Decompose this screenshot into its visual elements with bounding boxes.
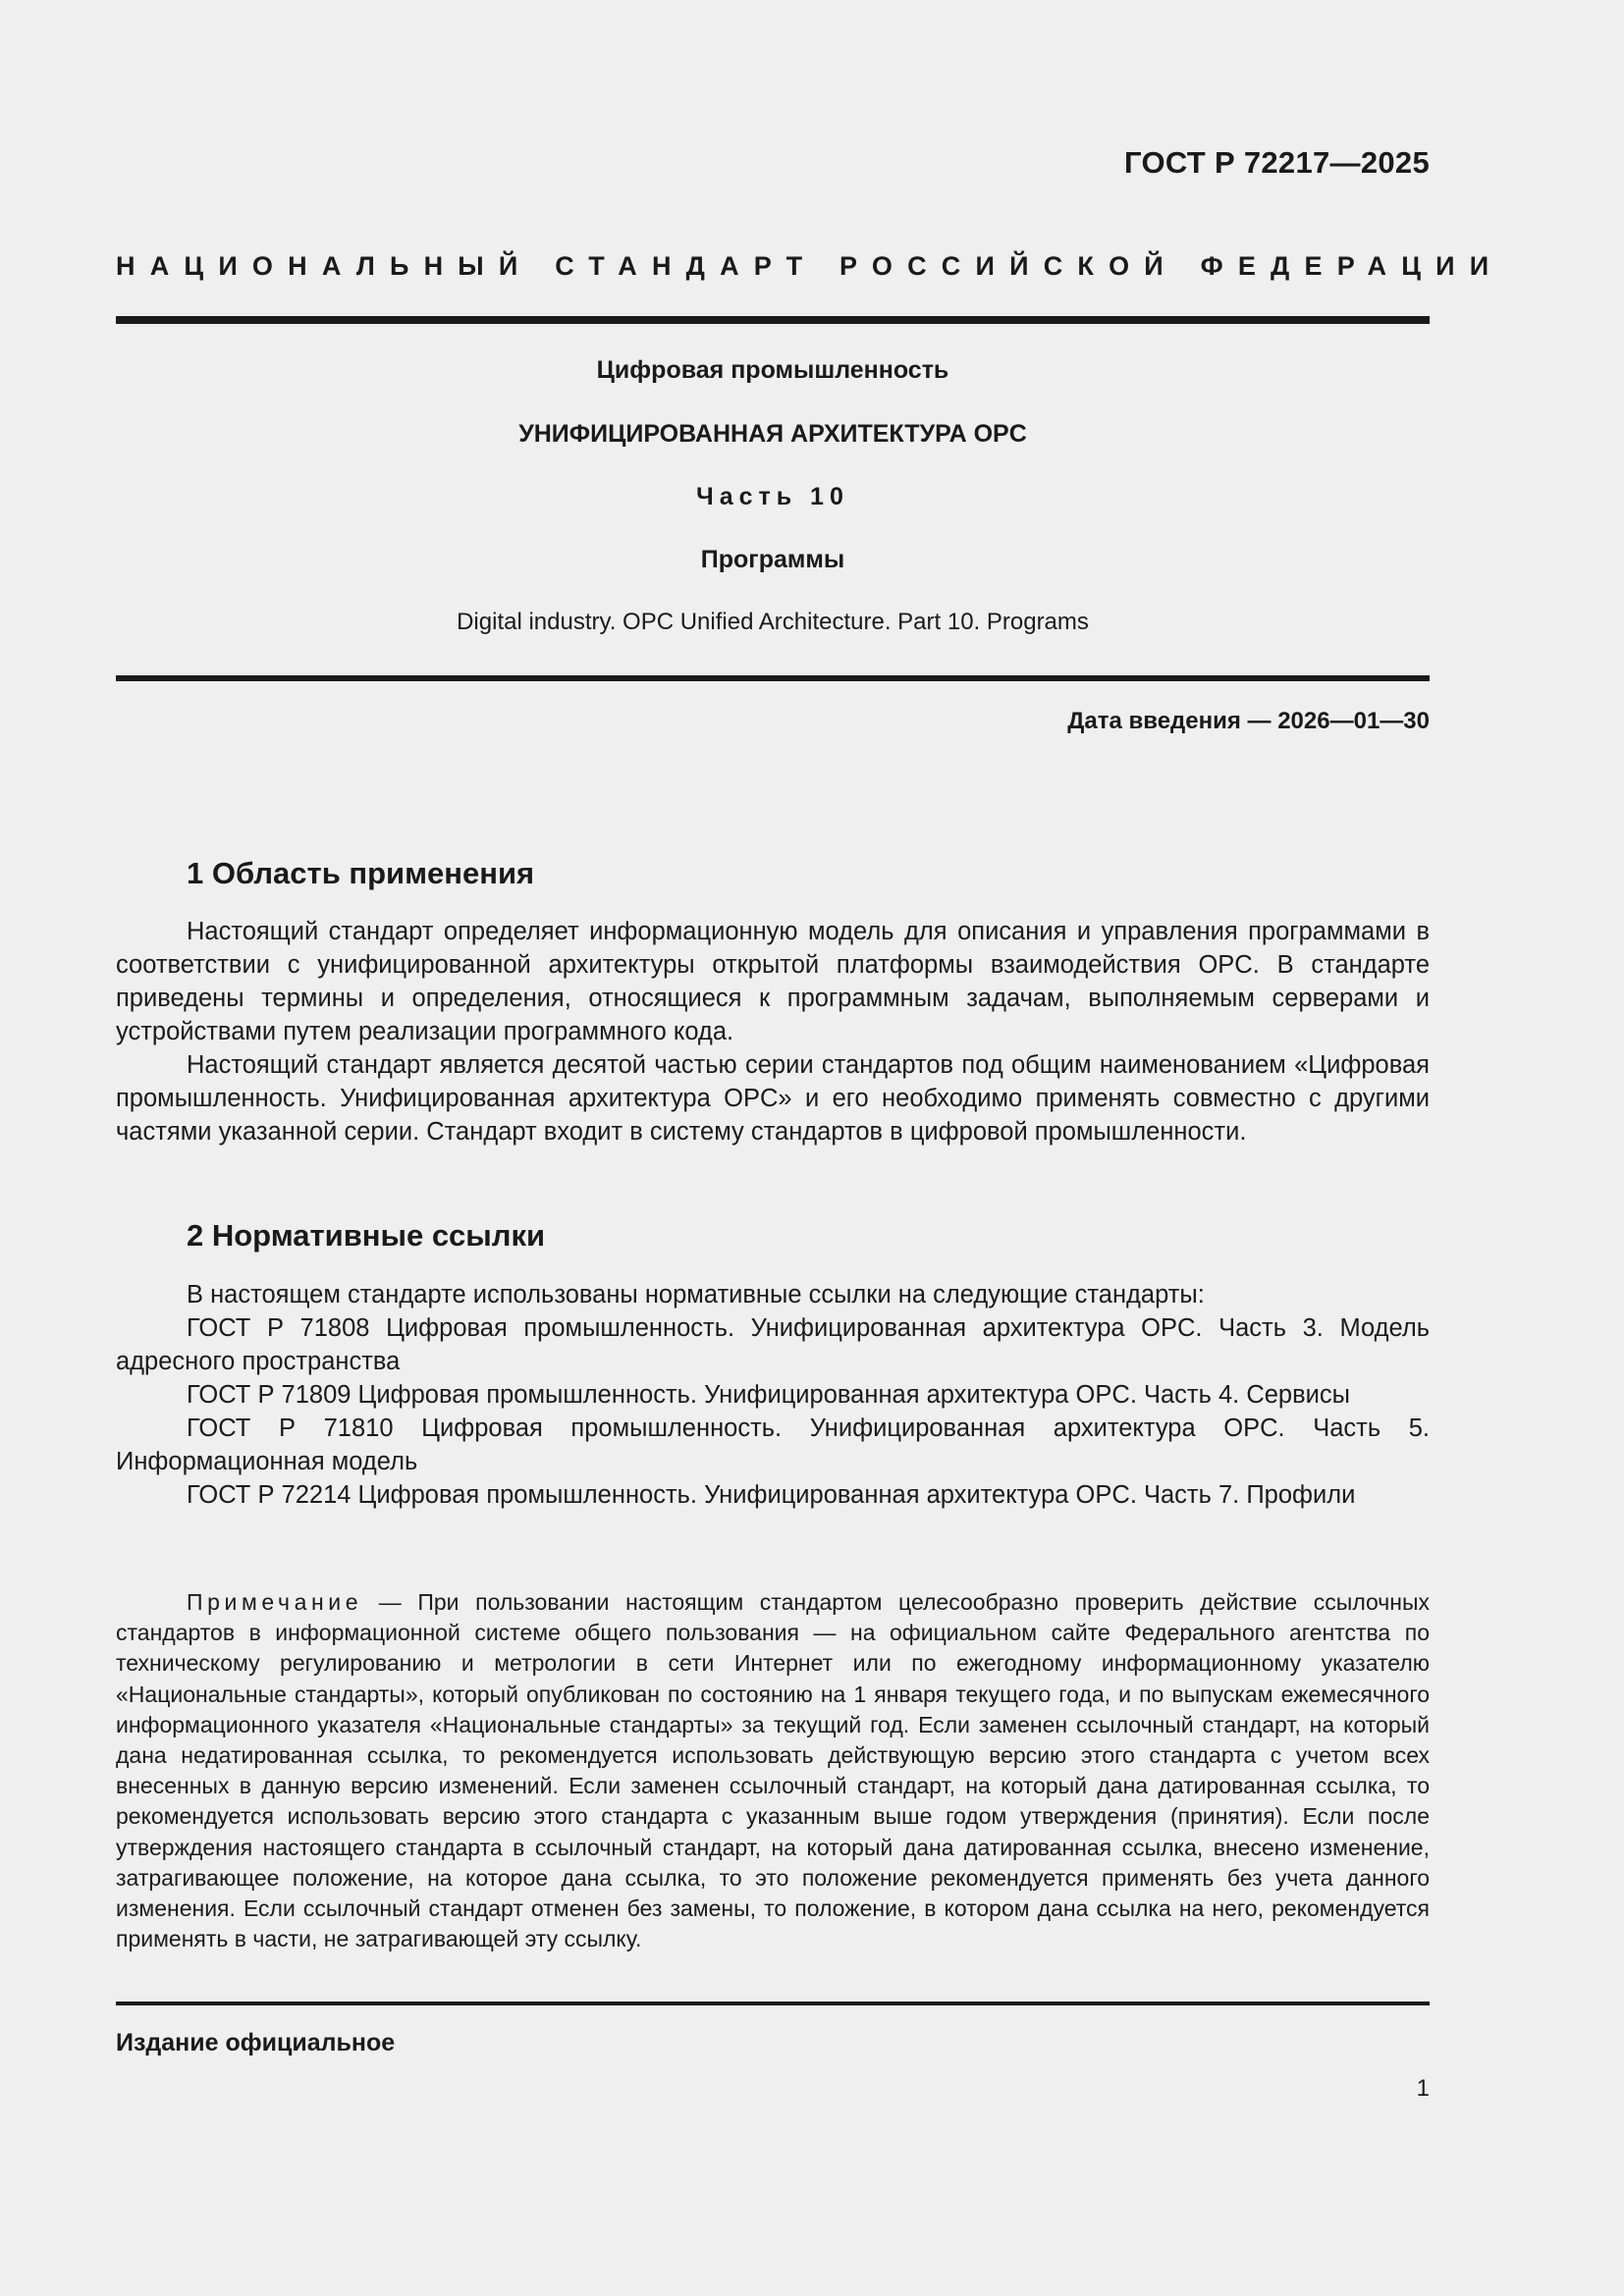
normative-reference: ГОСТ Р 71809 Цифровая промышленность. Унифицированная архитектура OPC. Часть 4. Сервисы	[187, 1381, 1350, 1409]
title-bottom-rule	[116, 675, 1430, 681]
english-title: Digital industry. OPC Unified Architecture. Part 10. Programs	[457, 609, 1089, 635]
footer-rule	[116, 2002, 1430, 2005]
top-rule	[116, 316, 1430, 324]
introduction-date: Дата введения — 2026—01—30	[1067, 708, 1430, 734]
section-2-heading: 2 Нормативные ссылки	[187, 1218, 546, 1253]
note	[116, 1587, 1430, 1954]
sector-title: Цифровая промышленность	[596, 356, 949, 384]
page-number: 1	[1416, 2075, 1430, 2102]
paragraph: Настоящий стандарт является десятой частью серии стандартов под общим наименованием «Цифровая промышленность. Унифицированная архитектура OPC» и его необходимо применять совместно с другими частями указанной серии. Стандарт входит в систему стандартов в цифровой промышленности.	[116, 1051, 1430, 1146]
standard-title: УНИФИЦИРОВАННАЯ АРХИТЕКТУРА OPC	[518, 420, 1027, 448]
standard-subtitle: Программы	[700, 546, 845, 573]
note-text: — При пользовании настоящим стандартом целесообразно проверить действие ссылочных стандартов в информационной системе общего пользования — на официальном сайте Федерального агентства по техническому регулированию и метрологии в сети Интернет или по ежегодному информационному указателю «Национальные стандарты», который опубликован по состоянию на 1 января текущего года, и по выпускам ежемесячного информационного указателя «Национальные стандарты» за текущий год. Если заменен ссылочный стандарт, на который дана недатированная ссылка, то рекомендуется использовать действующую версию этого стандарта с учетом всех внесенных в данную версию изменений. Если заменен ссылочный стандарт, на который дана датированная ссылка, то рекомендуется использовать версию этого стандарта с указанным выше годом утверждения (принятия). Если после утверждения настоящего стандарта в ссылочный стандарт, на который дана датированная ссылка, внесено изменение, затрагивающее положение, на которое дана ссылка, то это положение рекомендуется применять без учета данного изменения. Если ссылочный стандарт отменен без замены, то положение, в котором дана ссылка на него, рекомендуется применять в части, не затрагивающей эту ссылку.	[116, 1589, 1430, 1952]
section-1-heading: 1 Область применения	[187, 856, 535, 890]
section-2-body	[116, 1278, 1430, 1512]
section-1-body	[116, 915, 1430, 1148]
paragraph: Настоящий стандарт определяет информационную модель для описания и управления программами в соответствии с унифицированной архитектуры открытой платформы взаимодействия OPC. В стандарте приведены термины и определения, относящиеся к программным задачам, выполняемым серверами и устройствами путем реализации программного кода.	[116, 918, 1430, 1045]
normative-reference: ГОСТ Р 72214 Цифровая промышленность. Унифицированная архитектура OPC. Часть 7. Профили	[187, 1481, 1356, 1509]
paragraph: В настоящем стандарте использованы нормативные ссылки на следующие стандарты:	[187, 1281, 1205, 1308]
document-number: ГОСТ Р 72217—2025	[1124, 145, 1430, 180]
note-label: Примечание	[187, 1589, 363, 1615]
normative-reference: ГОСТ Р 71810 Цифровая промышленность. Унифицированная архитектура OPC. Часть 5. Информационная модель	[116, 1415, 1430, 1475]
part-number: Часть 10	[696, 483, 849, 510]
national-standard-header: НАЦИОНАЛЬНЫЙ СТАНДАРТ РОССИЙСКОЙ ФЕДЕРАЦИИ	[116, 251, 1504, 281]
document-page	[116, 0, 1504, 2296]
official-edition-label: Издание официальное	[116, 2029, 396, 2056]
normative-reference: ГОСТ Р 71808 Цифровая промышленность. Унифицированная архитектура OPC. Часть 3. Модель адресного пространства	[116, 1314, 1430, 1375]
